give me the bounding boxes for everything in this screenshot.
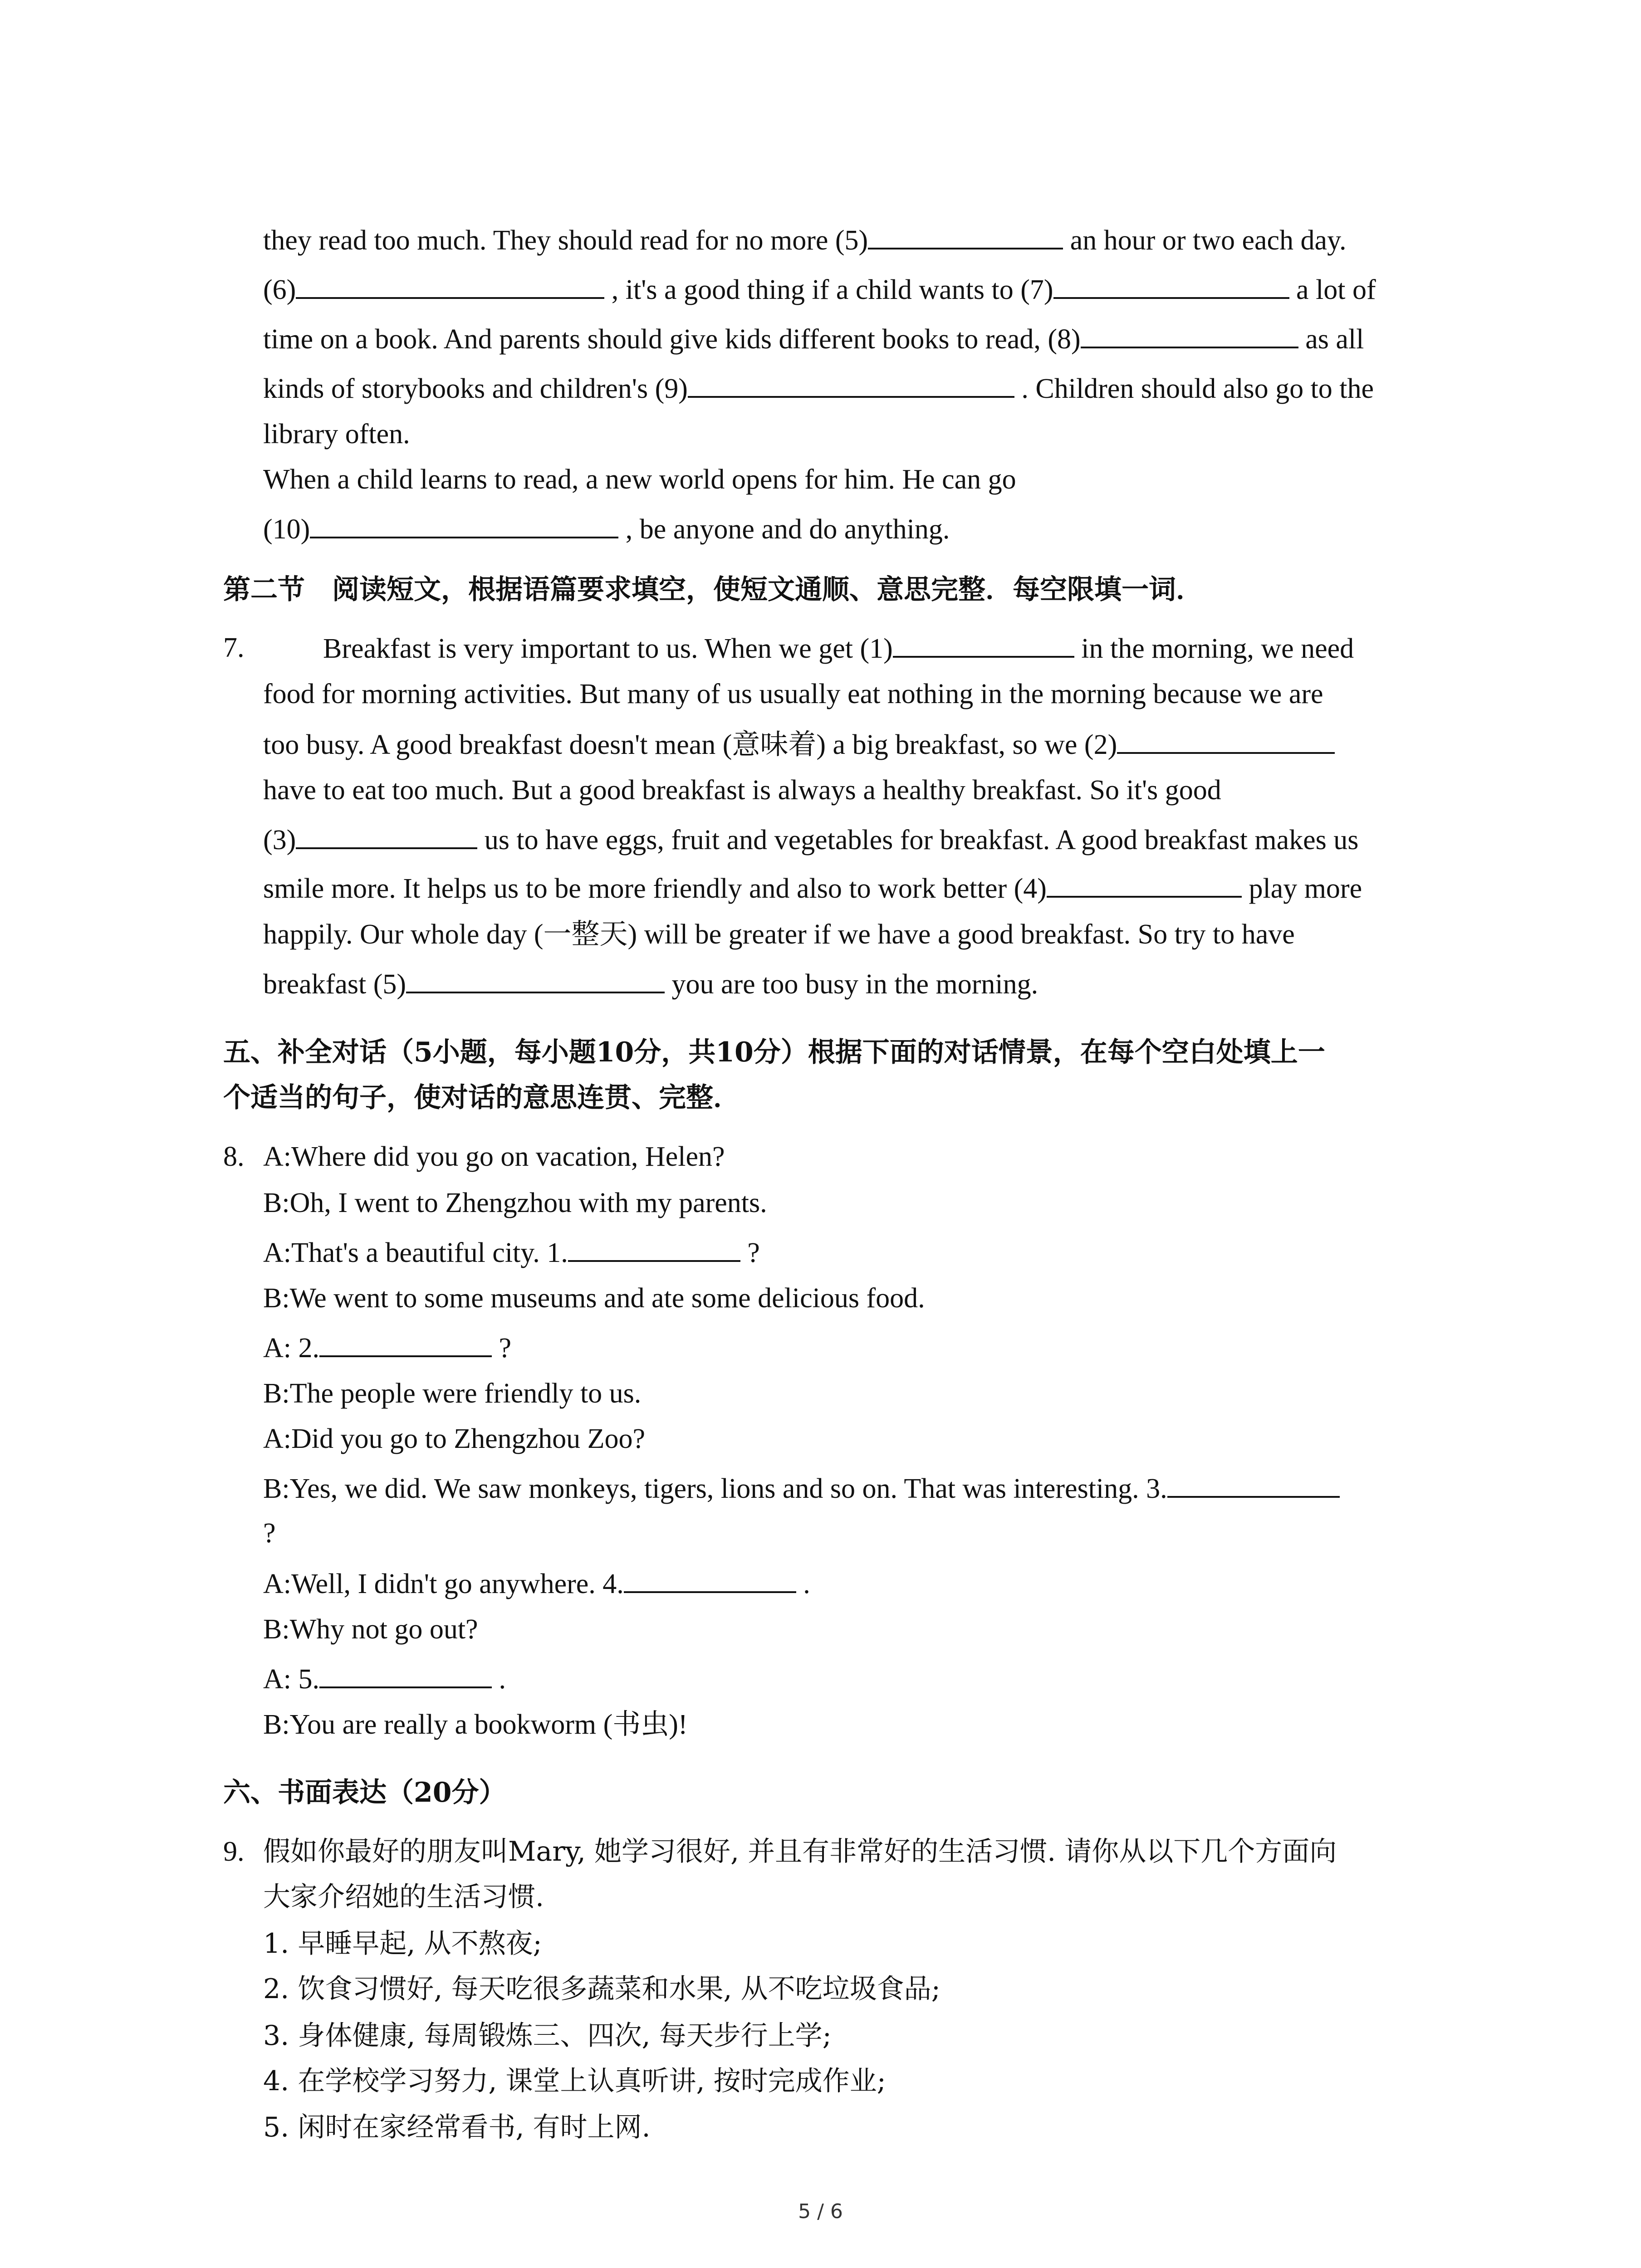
text: an hour or two each day. — [1063, 225, 1347, 256]
text: B:Yes, we did. We saw monkeys, tigers, lions and so on. That was interesting. 3. — [263, 1473, 1167, 1504]
answer-blank[interactable] — [688, 370, 1014, 398]
section-heading: 个适当的句子，使对话的意思连贯、完整． — [223, 1082, 740, 1114]
text: they read too much. They should read for no more (5) — [263, 225, 868, 256]
text: too busy. A good breakfast doesn't mean (意味着) a big breakfast, so we (2) — [263, 729, 1117, 760]
text: breakfast (5) — [263, 969, 406, 1000]
dialogue-line: A:Where did you go on vacation, Helen? — [263, 1141, 725, 1172]
text: in the morning, we need — [1074, 633, 1354, 664]
list-item: 1. 早睡早起, 从不熬夜; — [263, 1928, 542, 1960]
page-number: 5 / 6 — [798, 2200, 843, 2223]
passage-line — [263, 320, 1364, 357]
answer-blank[interactable] — [1081, 320, 1298, 348]
answer-blank[interactable] — [1047, 870, 1242, 898]
answer-blank[interactable] — [624, 1565, 796, 1593]
text: A: 2. — [263, 1333, 319, 1364]
answer-blank[interactable] — [296, 821, 477, 849]
text: . — [492, 1664, 506, 1695]
answer-blank[interactable] — [319, 1329, 492, 1357]
text: Breakfast is very important to us. When we get (1) — [323, 633, 893, 664]
section-heading: 六、书面表达（20分） — [223, 1777, 506, 1809]
prompt-line: 大家介绍她的生活习惯. — [263, 1881, 544, 1913]
answer-blank[interactable] — [310, 510, 618, 538]
text: ? — [740, 1237, 760, 1268]
passage-line — [263, 821, 1358, 857]
passage-line: food for morning activities. But many of us usually eat nothing in the morning because we are — [263, 679, 1323, 709]
text: you are too busy in the morning. — [665, 969, 1038, 1000]
passage-line — [263, 726, 1335, 762]
passage-line — [263, 370, 1374, 406]
passage-line — [263, 870, 1362, 906]
text: (6) — [263, 274, 296, 305]
passage-line: have to eat too much. But a good breakfast is always a healthy breakfast. So it's good — [263, 775, 1221, 806]
text: ? — [492, 1333, 512, 1364]
answer-blank[interactable] — [568, 1234, 740, 1262]
text: A:Well, I didn't go anywhere. 4. — [263, 1569, 624, 1599]
passage-line: library often. — [263, 419, 410, 450]
passage-line — [263, 271, 1376, 307]
list-item: 4. 在学校学习努力, 课堂上认真听讲, 按时完成作业; — [263, 2065, 886, 2097]
question-number: 9. — [223, 1836, 245, 1867]
passage-line — [263, 221, 1347, 258]
section-heading: 第二节 阅读短文，根据语篇要求填空，使短文通顺、意思完整．每空限填一词． — [223, 574, 1203, 606]
dialogue-line: A:Did you go to Zhengzhou Zoo? — [263, 1423, 646, 1454]
list-item: 2. 饮食习惯好, 每天吃很多蔬菜和水果, 从不吃垃圾食品; — [263, 1973, 941, 2005]
text: A:That's a beautiful city. 1. — [263, 1237, 568, 1268]
text: kinds of storybooks and children's (9) — [263, 373, 688, 404]
answer-blank[interactable] — [1053, 271, 1289, 299]
answer-blank[interactable] — [1117, 726, 1335, 754]
text: play more — [1241, 873, 1362, 904]
answer-blank[interactable] — [406, 965, 665, 993]
section-heading: 五、补全对话（5小题，每小题10分，共10分）根据下面的对话情景，在每个空白处填上一 — [223, 1036, 1325, 1068]
question-number: 8. — [223, 1141, 245, 1172]
text: as all — [1298, 324, 1364, 355]
text: time on a book. And parents should give kids different books to read, (8) — [263, 324, 1081, 355]
text: smile more. It helps us to be more friendly and also to work better (4) — [263, 873, 1047, 904]
dialogue-line: B:We went to some museums and ate some delicious food. — [263, 1283, 925, 1314]
passage-line: happily. Our whole day (一整天) will be greater if we have a good breakfast. So try to have — [263, 919, 1295, 950]
dialogue-line — [263, 1660, 506, 1696]
text: us to have eggs, fruit and vegetables for breakfast. A good breakfast makes us — [477, 825, 1359, 855]
dialogue-line: B:The people were friendly to us. — [263, 1378, 642, 1409]
dialogue-line: B:You are really a bookworm (书虫)! — [263, 1709, 688, 1740]
question-number: 7. — [223, 632, 245, 663]
text: . Children should also go to the — [1014, 373, 1374, 404]
answer-blank[interactable] — [893, 630, 1074, 658]
text: . — [796, 1569, 810, 1599]
answer-blank[interactable] — [1167, 1470, 1340, 1498]
passage-line — [323, 630, 1354, 666]
text: (3) — [263, 825, 296, 855]
dialogue-line: B:Why not go out? — [263, 1614, 478, 1645]
text: (10) — [263, 514, 310, 545]
text: a lot of — [1289, 274, 1376, 305]
text: A: 5. — [263, 1664, 319, 1695]
dialogue-line — [263, 1234, 760, 1270]
prompt-line: 假如你最好的朋友叫Mary, 她学习很好, 并且有非常好的生活习惯. 请你从以下几个方面向 — [263, 1836, 1337, 1867]
passage-line — [263, 965, 1038, 1002]
list-item: 5. 闲时在家经常看书, 有时上网. — [263, 2112, 651, 2143]
dialogue-line — [263, 1470, 1340, 1506]
passage-line: When a child learns to read, a new world opens for him. He can go — [263, 464, 1016, 495]
text: , it's a good thing if a child wants to (7) — [604, 274, 1053, 305]
passage-line — [263, 510, 950, 547]
dialogue-line: ? — [263, 1518, 276, 1549]
dialogue-line — [263, 1565, 810, 1601]
list-item: 3. 身体健康, 每周锻炼三、四次, 每天步行上学; — [263, 2020, 832, 2052]
answer-blank[interactable] — [319, 1660, 492, 1688]
dialogue-line: B:Oh, I went to Zhengzhou with my parents. — [263, 1188, 767, 1218]
dialogue-line — [263, 1329, 511, 1365]
answer-blank[interactable] — [296, 271, 604, 299]
answer-blank[interactable] — [868, 221, 1063, 249]
text: , be anyone and do anything. — [618, 514, 950, 545]
